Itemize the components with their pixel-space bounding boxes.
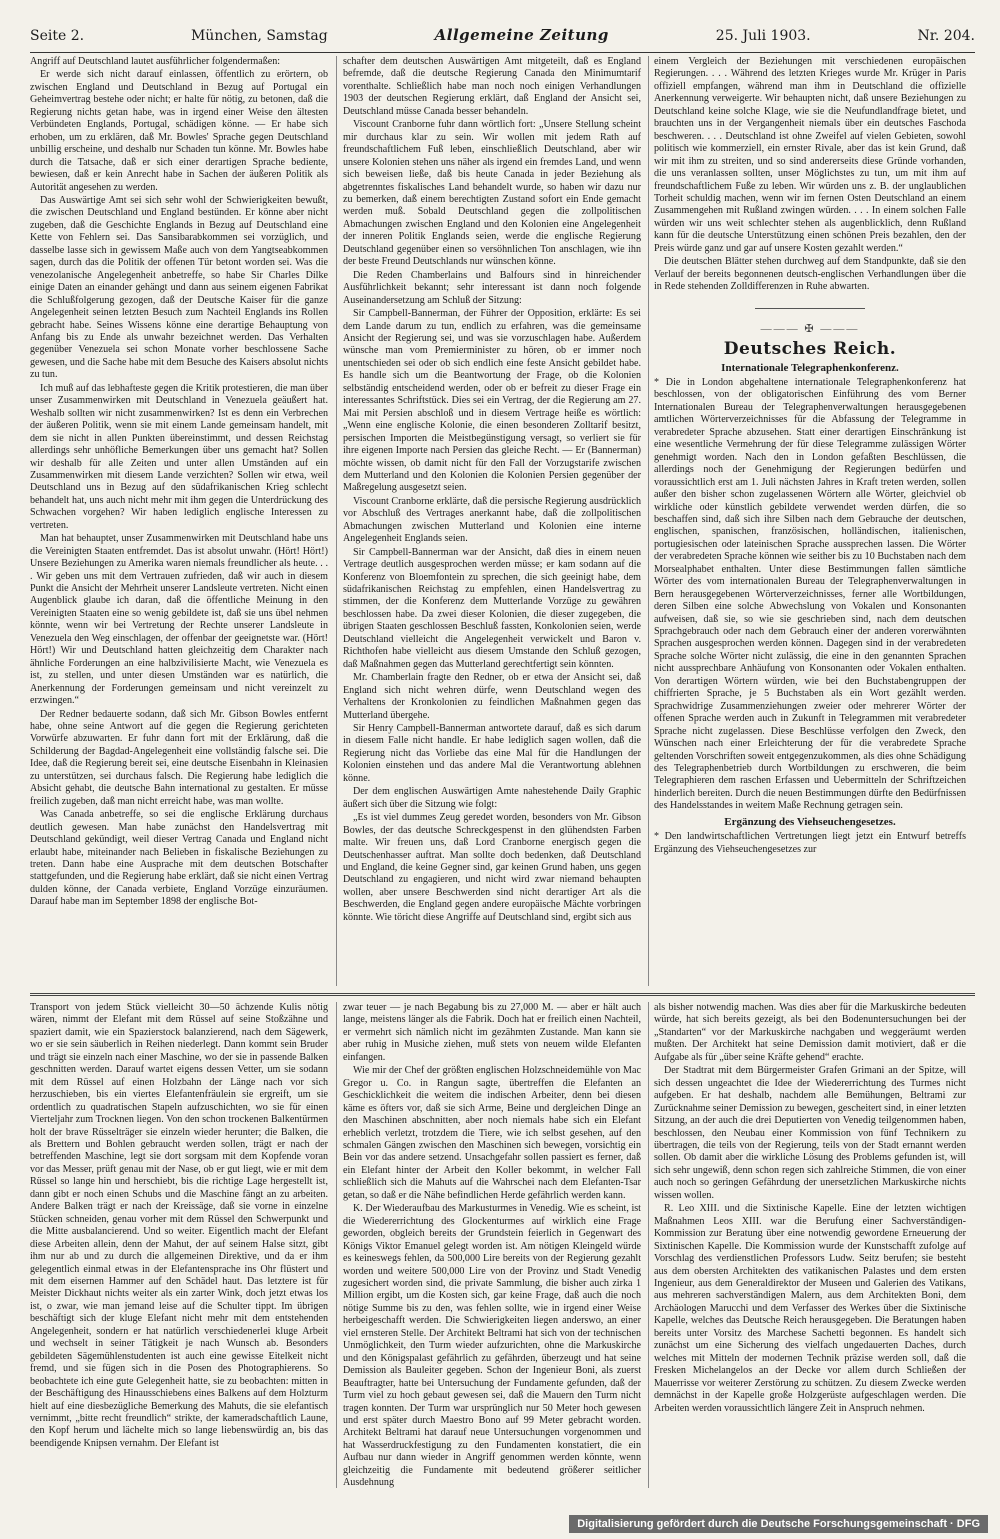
top-column-1 (30, 56, 328, 988)
column-divider (336, 1002, 337, 1488)
paragraph: zwar teuer — je nach Begabung bis zu 27,000 M. — aber er hält auch lange, meistens länger als die Fabrik. Doch hat er freilich einen Nachteil, er vermehrt sich nämlich nicht im gezähmten Zustande. Man kann sie aber ruhig in Musiche ziehen, muß stets von neuem wilde Elefanten einfangen. (343, 1002, 641, 1063)
paragraph: R. Leo XIII. und die Sixtinische Kapelle. Eine der letzten wichtigen Maßnahmen Leos XIII. war die Berufung einer Sachverständigen-Kommission zur Beratung über eine notwendig gewordene Erneuerung der Sixtinischen Kapelle. Die Kommission wurde der Kunstschafft zufolge auf Vorschlag des verdienstlichen Professors Ludw. Seitz berufen; sie besteht aus dem obersten Architekten des vatikanischen Palastes und dem ersten Ingenieur, aus dem Generaldirektor der Museen und Galerien des Vatikans, aus mehreren sachverständigen Malern, aus dem Architekten Boni, dem Archäologen Marucchi und dem Verfasser des Werkes über die Sixtinische Kapelle, welches das Deutsche Reich herausgegeben. Die Beratungen haben bereits unter Vorsitz des Marchese Sachetti begonnen. Es handelt sich zunächst um eine Sicherung des vielfach ungedauerten Daches, durch welches mit Mitteln der modernen Technik präzise werden soll, daß die Fresken Michelangelos an der Decke vor allem durch Schließen der Mauerrisse vor weiterer Zerstörung zu schützen. Zu diesem Zwecke werden demnächst in der Kapelle große Holzgerüste aufgeschlagen werden. Die Arbeiten werden voraussichtlich längere Zeit in Anspruch nehmen. (654, 1203, 966, 1414)
top-column-3 (654, 56, 966, 988)
top-column-1-text (30, 56, 328, 909)
paragraph: Sir Campbell-Bannerman, der Führer der Opposition, erklärte: Es sei dem Lande darum zu tun, endlich zu erfahren, was die gemeinsame Ansicht der Regierung sei, und was sie vorzuschlagen habe. Außerdem wünsche man vom Premierminister zu hören, ob er immer noch unentschieden sei oder ob sich endlich eine feste Ansicht gebildet habe. Es handle sich um die Beantwortung der Frage, ob die Kolonien selbständig entscheidend werden, oder ob er befreit zu dieser Frage ein interessantes Schriftstück. Dies sei ein Vertrag, der die Regierung am 27. Mai mit Persien abschloß und in diesem Vertrage heiße es wörtlich: „Wenn eine englische Kolonie, die einen besonderen Zolltarif besitzt, persischen Importen die Meistbegünstigung versagt, so verliert sie für ihre eigenen Importe nach Persien das gleiche Recht. — Er (Bannerman) möchte wissen, ob damit nicht für den Fall der Vorzugstarife zwischen dem Mutterland und den Kolonien die Kolonien Persien gegenüber der Maßregelung ausgesetzt seien. (343, 308, 641, 494)
top-column-3-article (654, 377, 966, 813)
paragraph: Der dem englischen Auswärtigen Amte nahestehende Daily Graphic äußert sich über die Sitzung wie folgt: (343, 786, 641, 810)
paragraph: Das Auswärtige Amt sei sich sehr wohl der Schwierigkeiten bewußt, die zwischen Deutschland und England bestünden. Er könne aber nicht zugeben, daß die Geschichte Englands in Bezug auf Deutschland eine Kette von Fehlern sei. Das Sansibarabkommen sei vorzüglich, und dasselbe lasse sich in gewissem Maße auch von dem Yangtseabkommen sagen, durch das die Politik der offenen Tür betont worden sei. Was die venezolanische Angelegenheit anbetreffe, so habe Sir Charles Dilke einige Daten an einander gehängt und dann aus seinem eigenen Fabrikat die Schlußfolgerung gezogen, daß der Deutsche Kaiser für die ganze Angelegenheit seinen letzten Besuch zum Nachteil Englands ins Rollen gebracht habe. Seines Wissens könne eine derartige Behauptung von Anfang bis zu Ende als unwahr bezeichnet werden. Das Verhalten gegenüber Venezuela sei schon Monate vorher beschlossene Sache gewesen, und die Sache habe mit dem Besuche des Kaisers absolut nichts zu tun. (30, 194, 328, 381)
paragraph: Sir Henry Campbell-Bannerman antwortete darauf, daß es sich darum in diesem Falle nicht handle. Er habe lediglich sagen wollen, daß die Regierung nicht das Vorliebe das eine Mal für die Handlungen der Kolonien einstehen und das andere Mal die Verantwortung ablehnen könne. (343, 723, 641, 784)
paragraph: Mr. Chamberlain fragte den Redner, ob er etwa der Ansicht sei, daß England sich nicht wehren dürfe, wenn Deutschland wegen des Verhaltens der Kronkolonien zu feindlichen Maßnahmen gegen das Mutterland übergehe. (343, 672, 641, 721)
paragraph: Viscount Cranborne fuhr dann wörtlich fort: „Unsere Stellung scheint mir durchaus klar zu sein. Wir wollen mit jedem Rath auf freundschaftlichem Fuß leben, einschließlich Deutschland, aber wir unsere Kolonien stehen uns näher als irgend ein fremdes Land, und wenn sich beweisen ließe, daß bis heute Canada in jeder Beziehung als abgetrenntes fiskalisches Land behandelt wurde, so haben wir dazu nur zu bemerken, daß einem berechtigten Zustand sofort ein Ende gemacht werden muß. Sobald Deutschland gegen die zollpolitischen Abmachungen zwischen England und den Kolonien eine Angelegenheit der inneren Politik Englands seien, werde die englische Regierung Deutschland gegenüber einen so versöhnlichen Ton anschlagen, wie ihn der beste Freund Deutschlands nur wünschen könne. (343, 119, 641, 268)
paragraph: * Den landwirtschaftlichen Vertretungen liegt jetzt ein Entwurf betreffs Ergänzung des Viehseuchengesetzes zur (654, 831, 966, 855)
page-label: Seite 2. (30, 28, 85, 44)
top-column-3-article-2 (654, 831, 966, 856)
paragraph: Die Reden Chamberlains und Balfours sind in hinreichender Ausführlichkeit bekannt; sehr interessant ist dann noch folgende Auseinandersetzung am Schluß der Sitzung: (343, 269, 641, 306)
issue-number: Nr. 204. (917, 28, 975, 44)
paragraph: Sir Campbell-Bannerman war der Ansicht, daß dies in einem neuen Vertrage deutlich ausgesprochen werden müsse; er kam sodann auf die Konferenz von Bloemfontein zu sprechen, die sich geeinigt habe, dem südafrikanischen Reichstag zu empfehlen, einen Handelsvertrag zu stimmen, der die Konferenz dem Mutterlande Vorzüge zu gewähren beschlossen habe. Da zwei dieser Kolonien, die dieser zugegeben, die übrigen Staaten geschlossen Beschluß fassten, Konkolonien seien, werde Deutschland vielleicht die Angelegenheit verwickelt und Baron v. Richthofen habe vielleicht aus diesem Umstande den Schluß gezogen, daß Maßnahmen gegen das Mutterland gerechtfertigt sein könnten. (343, 546, 641, 670)
paragraph: Man hat behauptet, unser Zusammenwirken mit Deutschland habe uns die Vereinigten Staaten entfremdet. Das ist absolut unwahr. (Hört! Hört!) Unsere Beziehungen zu Amerika waren niemals freundlicher als heute. . . . Wir geben uns mit dem Vertrauen zufrieden, daß wir auch in diesem Punkt die Ansicht der Mehrheit unserer Landsleute vertreten. Nicht einen Augenblick glaube ich daran, daß die öffentliche Meinung in den Vereinigten Staaten eine so wenig gebildete ist, daß sie uns übel nehmen könnte, wenn wir bei Vertretung der Rechte unserer Landsleute in Venezuela den Weg einschlagen, der offenbar der geeignetste war. (Hört! Hört!) Wir und Deutschland hatten gleichzeitig dem Charakter nach ähnliche Forderungen an eine halbzivilisierte Macht, wie Venezuela es ist, zu stellen, und unter diesen Umständen war es natürlich, die Anerkennung der Forderungen gemeinsam und nicht vereinzelt zu erzwingen.“ (30, 533, 328, 707)
page-header (30, 26, 975, 53)
bottom-column-2-text (343, 1002, 641, 1490)
paragraph: Die deutschen Blätter stehen durchweg auf dem Standpunkte, daß sie den Verlauf der bereits begonnenen deutsch-englischen Verhandlungen über die in Rede stehenden Zolldifferenzen in Ruhe abwarten. (654, 256, 966, 293)
paragraph: Er werde sich nicht darauf einlassen, öffentlich zu erörtern, ob zwischen England und Deutschland in Bezug auf Portugal ein Geheimvertrag bestehe oder nicht; er halte für nötig, zu betonen, daß die Regierung nichts getan habe, was in irgend einer Weise den ältesten Verbündeten Englands, Portugal, schädigen könne. — Er habe sich erhoben, um zu erklären, daß Mr. Bowles' Sprache gegen Deutschland unbillig erscheine, und deshalb nur Schaden tun könne. Mr. Bowles habe durch die Tatsache, daß er sich einer derartigen Sprache bediente, bewiesen, daß er kein Anrecht habe in Sachen der äußeren Politik als Autorität angesehen zu werden. (30, 69, 328, 193)
paragraph: Angriff auf Deutschland lautet ausführlicher folgendermaßen: (30, 56, 281, 67)
digitization-credit: Digitalisierung gefördert durch die Deutsche Forschungsgemeinschaft · DFG (569, 1515, 988, 1533)
bottom-column-3 (654, 1002, 966, 1490)
paragraph: K. Der Wiederaufbau des Markusturmes in Venedig. Wie es scheint, ist die Wiedererrichtung des Glockenturmes auf wirklich eine Frage geworden, obgleich bereits der Grundstein feierlich in Gegenwart des Königs Viktor Emanuel gelegt worden ist. Am nötigen Kleingeld würde es keineswegs fehlen, da 500,000 Lire bereits von der Regierung gezahlt worden und weitere 500,000 Lire von der Provinz und Stadt Venedig zugesichert worden sind, die private Sammlung, die bisher auch zirka 1 Million ergibt, um die Kosten sich, gar keine Frage, daß auch die noch nötige Summe bis zu den, was fehlen sollte, wie in irgend einer Weise herbeigeschafft werden. Die Schwierigkeiten liegen anderswo, an einer viel ernsteren Stelle. Der Architekt Beltrami hat sich von der technischen Unmöglichkeit, den Turm wieder aufzurichten, ohne die Markuskirche und den Königspalast gefährlich zu gefährden, überzeugt und hat seine Demission als Bauleiter gegeben. Schon der Ingenieur Boni, als zuerst Beauftragter, hatte bei Untersuchung der Fundamente gefunden, daß der Turm viel zu hoch gebaut gewesen sei, daß die Mauern den Turm nicht tragen konnten. Der Turm war ursprünglich nur 50 Meter hoch gewesen und erst später durch Maestro Bono auf 99 Meter gebracht worden. Architekt Beltrami hat darauf neue Untersuchungen vorgenommen und hat Wasserdruckfestigung zu den Fundamenten konstatiert, die ein Aufbau nur dann wieder in Angriff genommen werden könnte, wenn gleichzeitig die Fundamente mit bedeutend größerer seitlicher Ausdehnung (343, 1203, 641, 1489)
article-heading: Internationale Telegraphenkonferenz. (721, 361, 899, 374)
place-date-label: München, Samstag (190, 28, 328, 44)
section-divider (30, 993, 975, 996)
column-divider (336, 56, 337, 986)
paragraph: Wie mir der Chef der größten englischen Holzschneidemühle von Mac Gregor u. Co. in Rangun sagte, übertreffen die Elefanten an Geschicklichkeit die weitem die indischen Arbeiter, denn bei diesen käme es öfters vor, daß sie sich Arme, Beine und dergleichen Dinge an den Maschinen abschnitten, aber noch niemals habe sich ein Elefant erheblich verletzt, trotzdem die Tiere, wie ich selbst gesehen, auf den schmalen Gängen zwischen den Maschinen sich bewegen, vorsichtig ein Bein vor das andere setzend. Unsachgefahr sollen passiert es ferner, daß ein Elefant hinter der Arbeit den Koller bekommt, in welcher Fall schließlich sich die Mahuts auf die Wahrschei nach dem Elefanten-Tsar getan, so daß er die Nähe befindlichen Herde gefährlich werden kann. (343, 1065, 641, 1201)
bottom-column-1 (30, 1002, 328, 1490)
paragraph: als bisher notwendig machen. Was dies aber für die Markuskirche bedeuten würde, hat sich bereits gezeigt, als bei den Bodenuntersuchungen bei der „Standarten“ vor der Markuskirche nachgaben und weggeräumt werden mußten. Der Architekt hat seine Demission damit motiviert, daß er die Aufgabe als für „über seine Kräfte gehend“ erachte. (654, 1002, 966, 1063)
paragraph: * Die in London abgehaltene internationale Telegraphenkonferenz hat beschlossen, von der obligatorischen Einführung des vom Berner Internationalen Bureau der Telegraphenverwaltungen herausgegebenen amtlichen Wörterverzeichnisses für die Abfassung der Telegramme in verabredeter Sprache abzusehen. Statt einer derartigen Einschränkung ist eine wesentliche Vermehrung der für diese Telegramme zulässigen Wörter genehmigt worden. Nach den in London gefaßten Beschlüssen, die allerdings noch der Genehmigung der Regierungen bedürfen und voraussichtlich erst am 1. Juli nächsten Jahres in Kraft treten werden, sollen außer den bisher schon zugelassenen Wörtern alle Wörter, gleichviel ob wirkliche oder künstlich gebildete verwendet werden dürfen, die so beschaffen sind, daß sich ihre Silben nach dem Gebrauche der deutschen, englischen, spanischen, französischen, holländischen, italienischen, portugiesischen oder lateinischen Sprache aussprechen lassen. Die Wörter der verabredeten Sprache können wie seither bis zu 10 Buchstaben nach dem Morsealphabet enthalten. Unter diese Bestimmungen fallen sämtliche Wörter des vom internationalen Bureau der Telegraphenverwaltungen in Bern herausgegebenen Wörterverzeichnisses, ferner alle Wortbildungen, deren Silben eine solche Abwechslung von Vokalen und Konsonanten aufweisen, daß sie, so wie sie geschrieben sind, nach dem deutschen Sprachgebrauch oder nach dem Gebrauch einer der anderen vorerwähnten Sprachen ausgesprochen werden können. Dagegen sind in der verabredeten Sprache solche Wörter nicht zulässig, die eine in den genannten Sprachen nicht aussprechbare Anhäufung von Konsonanten oder Vokalen enthalten. Von derartigen Wörtern würden, wie bei den Buchstabengruppen der chiffrierten Sprache, je 5 Buchstaben als ein Wort gezählt werden. Sprachwidrige Zusammenziehungen zweier oder mehrerer Wörter der offenen Sprache werden auch in Zukunft in Telegrammen mit verabredeter Sprache nicht zugelassen. Diese Beschlüsse verfolgen den Zweck, den Wünschen nach einer Erleichterung der für die verabredete Sprache geltenden Vorschriften soweit entgegenzukommen, als dies ohne Schädigung des Telegraphenbetrieb durch Wortbildungen zu erschweren, die beim Telegraphieren dem raschen Erfassen und Uebermitteln der Schriftzeichen hinderlich bereiten. Durch die neuen Bestimmungen dürfte den Bedürfnissen des Handelsstandes in weitem Maße Rechnung getragen sein. (654, 376, 966, 812)
paragraph: Was Canada anbetreffe, so sei die englische Erklärung durchaus deutlich gewesen. Man habe zunächst den Handelsvertrag mit Deutschland gekündigt, weil dieser Vertrag Canada und England nicht erlaubt habe, miteinander nach Belieben in fiskalische Beziehungen zu treten. Dann habe eine Ausprache mit dem deutschen Botschafter stattgefunden, und die Regierung habe erklärt, daß sie nicht einen Vertrag dulden könne, der Canada verbiete, England Vorzüge einzuräumen. Darauf habe man im September 1898 der englische Bot- (30, 809, 328, 908)
paragraph: Der Redner bedauerte sodann, daß sich Mr. Gibson Bowles entfernt habe, ohne seine Antwort auf die gegen die Regierung gerichteten Vorwürfe abzuwarten. Er fuhr dann fort mit der Erklärung, daß die Schilderung der Bagdad-Angelegenheit eine vollständig falsche sei. Die Idee, daß die Regierung bereit sei, eine deutsche Eisenbahn in Kleinasien zu unterstützen, sei durchaus falsch. Die Regierung habe lediglich die Absicht gehabt, die deutsche Bahn international zu gestalten. Er müsse freilich zugeben, daß man nicht erreicht habe, was man wollte. (30, 708, 328, 807)
paragraph: einem Vergleich der Beziehungen mit verschiedenen europäischen Regierungen. . . . Während des letzten Krieges wurde Mr. Krüger in Paris offiziell empfangen, während man ihm in Deutschland die offizielle Anerkennung verweigerte. Wir behaupten nicht, daß unsere Beziehungen zu Deutschland keine solche Klage, wie sie die Neufundlandfrage bietet, und brauchten uns in der Vergangenheit niemals über ein deutsches Faschoda beschweren. . . . Deutschland ist ohne Zweifel auf vielen Gebieten, sowohl politisch wie kommerziell, ein ernster Rivale, aber das ist kein Grund, daß wir mit ihm zu streiten, und so sind andererseits diese Gründe vorhanden, die uns veranlassen sollten, unser Möglichstes zu tun, um mit ihm auf freundschaftlichem Fuße zu leben. Wir würden uns z. B. der unglaublichen Torheit schuldig machen, wenn wir im fernen Osten Deutschland an einem Zusammengehen mit Rußland zwingen würden. . . . In einem solchen Falle würden wir uns weit schlechter stehen als augenblicklich, denn Rußland kann für die deutsche Unterstützung einen schönen Preis bezahlen, den der Preis würde ganz und gar auf unsere Kosten gezahlt werden.“ (654, 56, 966, 254)
bottom-column-2 (343, 1002, 641, 1490)
top-column-2 (343, 56, 641, 988)
paragraph: schafter dem deutschen Auswärtigen Amt mitgeteilt, daß es England befremde, daß die deutsche Regierung Canada den Minimumtarif vorenthalte. Schließlich habe man noch noch einigen Verhandlungen 1903 der deutschen Regierung erklärt, daß England der Ansicht sei, Deutschland müsse Canada besser behandeln. (343, 56, 641, 117)
ornament: ——— ✠ ——— (760, 322, 860, 335)
bottom-column-1-text (30, 1002, 328, 1450)
paragraph: Der Stadtrat mit dem Bürgermeister Grafen Grimani an der Spitze, will sich dessen ungeachtet die Idee der Wiedererrichtung des Turmes nicht aufgeben. Er hat deshalb, nachdem alle Bemühungen, Beltrami zur Zurücknahme seiner Demission zu bewegen, gescheitert sind, in einer letzten Sitzung, an der auch die drei Deputierten von Venedig teilgenommen haben, beschlossen, den Neubau einer Kommission von fünf Technikern zu übertragen, die teils von der Regierung, teils von der Stadt ernannt werden sollen. Ob damit aber die wirkliche Lösung des Problems gefunden ist, will sich sehr ungewiß, denn schon regen sich zahlreiche Stimmen, die von einer auch noch so geringen Gefährdung der unersetzlichen Markuskirche nichts wissen wollen. (654, 1065, 966, 1201)
top-column-3-text (654, 56, 966, 294)
issue-date: 25. Juli 1903. (715, 28, 811, 44)
bottom-column-3-text (654, 1002, 966, 1415)
column-divider (648, 1002, 649, 1488)
article-heading: Ergänzung des Viehseuchengesetzes. (724, 815, 896, 828)
section-title: Deutsches Reich. (723, 339, 897, 360)
top-column-2-text (343, 56, 641, 924)
paragraph: Viscount Cranborne erklärte, daß die persische Regierung ausdrücklich vor Abschluß des Vertrages anerkannt habe, daß die zollpolitischen Abmachungen zwischen Mutterland und Kolonien eine interne Angelegenheit Englands seien. (343, 495, 641, 545)
paragraph: Transport von jedem Stück vielleicht 30—50 ächzende Kulis nötig wären, nimmt der Elefant mit dem Rüssel auf seine Stoßzähne und spaziert damit, wie ein Spazierstock balanzierend, nach dem Sägewerk, wo er sie sein säuberlich in Reihen niederlegt. Dann kommt sein Bruder und trägt sie einzeln nach einer Maschine, wo der sie in passende Balken geschnitten werden. Darauf wartet eigens dessen Vetter, um sie sodann mit dem Rüssel auf einen Holzbahn der Länge nach vor sich herzuschieben, bis ein viertes Elefantenfräulein sie ergreift, um sie ordentlich zu quadratischen Stapeln aufzuschichten, wo sie für einen Vierteljahr zum Trocknen liegen. Von den schon trockenen Balkentürmen holt der brave Rüsselträger sie einzeln wieder herunter; die Balken, die als Brettern und Bohlen gebraucht werden sollen, trägt er nach der betreffenden Maschine, legt sie dort sorgsam mit dem Kopfende voran vor das Messer, prüft genau mit der Nase, ob er gut liegt, wie er mit dem Rüssel so lange hin und herschiebt, bis die richtige Lage hergestellt ist, dann gibt er noch einen Schubs und die Maschine fängt an zu arbeiten. Andere Balken trägt er nach der Kreissäge, daß sie vorne in einzelne Stücken schneiden, genau vorher mit dem Rüssel den Schwerpunkt und die Mitte ausbalancierend. Und so weiter. Eigentlich macht der Elefant diese Arbeiten allein, denn der Mahut, der auf seinem Halse sitzt, gibt ihm nur ab und zu durch die allgemeinen Direktive, und da er ihm gelegentlich einmal etwas in der Elefantensprache ins Ohr flüstert und mit dem eisernen Hammer auf den Schädel haut. Das letztere ist für Meister Dickhaut nichts weiter als ein zarter Wink, doch jetzt etwas los ist, o zwar, wie man jemand leise auf die Schulter tippt. Im übrigen beschäftigt sich der kluge Elefant nicht mehr mit dem entstehenden Angelegenheit, sondern er hat natürlich verschiedenerlei kluge Arbeit und wechselt in seiner Tätigkeit je nach Wunsch ab. Besonders gebildeten Sägemühlenstudenten ist auch eine gewisse Eitelkeit nicht fremd, und sie fügen sich in die Posen des Photographierens. So beobachtete ich eine gute Gelegenheit hatte, sie zu beobachten: mitten in der Beschäftigung des Hinausschiebens eines Balkens auf dem Holzturm hielt auf eine diesbezügliche Bemerkung des Mahuts, die sie elefantisch vernimmt, „bitte recht freundlich“ strikte, der kameradschaftlich Laune, den Kopf herum und lächelte mich so lange liebenswürdig an, bis das beendigende Knipsen vernahm. Der Elefant ist (30, 1002, 328, 1449)
separator (755, 308, 865, 309)
newspaper-title: Allgemeine Zeitung (434, 26, 609, 44)
paragraph: Ich muß auf das lebhafteste gegen die Kritik protestieren, die man über unser Zusammenwirken mit Deutschland in Venezuela geäußert hat. Weshalb sollten wir nicht zusammenwirken? Ist es denn ein Verbrechen der äußeren Politik, wenn sie mit einem Lande gemeinsam handelt, mit dem sie nicht in allen Punkten übereinstimmt, und dessen Reichstag allerdings sehr unhöfliche Bemerkungen über uns gemacht hat? Sollen wir deshalb für alle Zeiten und unter allen Umständen auf ein Zusammenwirken mit diesem Lande verzichten? Sollen wir etwa, weil Deutschland uns in Bezug auf den südafrikanischen Krieg schlecht behandelt hat, uns auch nicht mehr mit ihm gegen die Unterdrückung des Schwachen vorgehen? Wir haben lediglich englische Interessen zu vertreten. (30, 382, 328, 531)
paragraph: „Es ist viel dummes Zeug geredet worden, besonders von Mr. Gibson Bowles, der das deutsche Schreckgespenst in den glühendsten Farben malte. Wir freuen uns, daß Lord Cranborne energisch gegen die Deutschenhasser auftrat. Man sollte doch bedenken, daß Deutschland und England, die keine Gegner sind, gar keinen Grund haben, uns gegen Deutschland zu engagieren, und nicht wird zwar niemand behaupten wollen, aber unsere Beschwerden sind nicht derartiger Art als die Beschwerden, die England gegen andere europäische Mächte vorbringen könnte. Wie töricht diese Angriffe auf Deutschland sind, ergibt sich aus (343, 812, 641, 923)
column-divider (648, 56, 649, 986)
